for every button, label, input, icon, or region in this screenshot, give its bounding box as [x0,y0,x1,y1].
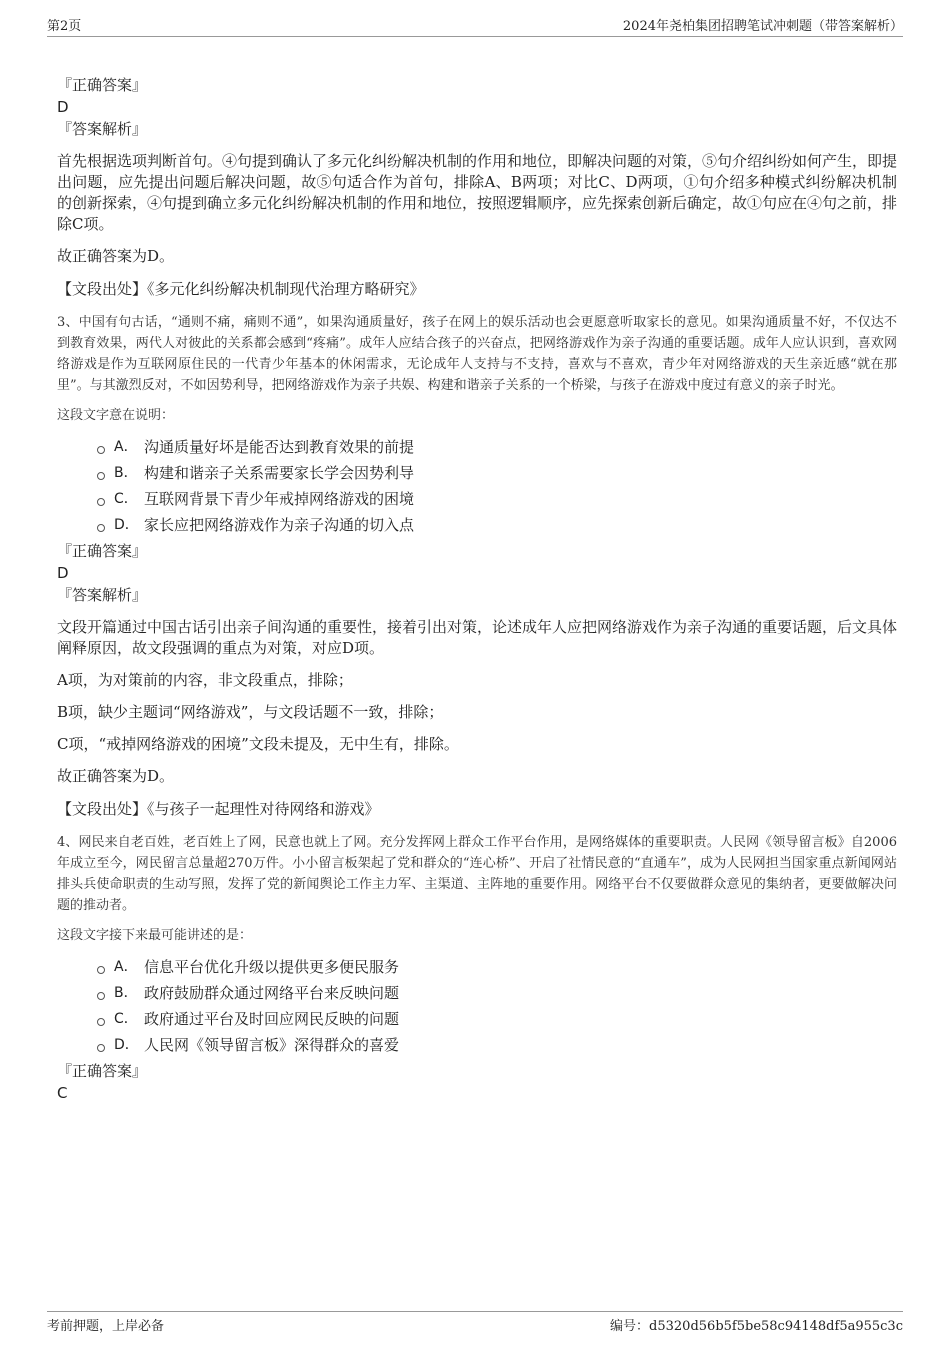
page-content [57,74,897,1104]
answer-tag: 『正确答案』 [57,1062,148,1080]
answer-tag: 『正确答案』 [57,542,148,560]
analysis-option-b: B项，缺少主题词“网络游戏”，与文段话题不一致，排除； [57,703,444,721]
question-3-options [57,434,897,538]
option-text: 政府鼓励群众通过网络平台来反映问题 [144,984,400,1002]
source-citation: 【文段出处】《与孩子一起理性对待网络和游戏》 [57,800,380,818]
option-text: 政府通过平台及时回应网民反映的问题 [144,1010,400,1028]
option-letter: A． [114,959,138,975]
answer-value: D [57,98,69,116]
option-c[interactable] [97,486,897,512]
radio-icon[interactable] [97,1018,105,1026]
option-letter: C． [114,491,138,507]
option-c[interactable] [97,1006,897,1032]
question-4-prompt: 这段文字接下来最可能讲述的是： [57,928,253,943]
analysis-conclusion: 故正确答案为D。 [57,247,175,265]
option-letter: B． [114,465,138,481]
option-b[interactable] [97,460,897,486]
page-number: 第2页 [47,19,82,34]
question-3-text: 3、中国有句古话，“通则不痛，痛则不通”，如果沟通质量好，孩子在网上的娱乐活动也会更愿意听取家长的意见。如果沟通质量不好，不仅达不到教育效果，两代人对彼此的关系都会感到“疼痛”。成年人应结合孩子的兴奋点，把网络游戏作为亲子沟通的重要话题。成年人应认识到，喜欢网络游戏是作为互联网原住民的一代青少年基本的休闲需求，无论成年人支持与不支持，喜欢与不喜欢，青少年对网络游戏的天生亲近感“就在那里”。与其激烈反对，不如因势利导，把网络游戏作为亲子共娱、构建和谐亲子关系的一个桥梁，与孩子在游戏中度过有意义的亲子时光。 [57,315,897,393]
analysis-option-c: C项，“戒掉网络游戏的困境”文段未提及，无中生有，排除。 [57,735,459,753]
option-b[interactable] [97,980,897,1006]
question-4-options [57,954,897,1058]
answer-value: C [57,1084,68,1102]
option-letter: C． [114,1011,138,1027]
radio-icon[interactable] [97,992,105,1000]
option-a[interactable] [97,954,897,980]
answer-value: D [57,564,69,582]
page-header [47,14,903,37]
footer-slogan: 考前押题，上岸必备 [47,1319,165,1334]
option-d[interactable] [97,512,897,538]
option-text: 家长应把网络游戏作为亲子沟通的切入点 [144,516,415,534]
radio-icon[interactable] [97,498,105,506]
radio-icon[interactable] [97,472,105,480]
document-title: 2024年尧柏集团招聘笔试冲刺题（带答案解析） [622,19,903,34]
option-letter: A． [114,439,138,455]
question-3-prompt: 这段文字意在说明： [57,408,175,423]
answer-tag: 『正确答案』 [57,76,148,94]
option-text: 沟通质量好坏是能否达到教育效果的前提 [144,438,415,456]
analysis-tag: 『答案解析』 [57,586,148,604]
radio-icon[interactable] [97,1044,105,1052]
analysis-paragraph: 文段开篇通过中国古话引出亲子间沟通的重要性，接着引出对策，论述成年人应把网络游戏作为亲子沟通的重要话题，后文具体阐释原因，故文段强调的重点为对策，对应D项。 [57,618,898,657]
analysis-conclusion: 故正确答案为D。 [57,767,175,785]
page-footer [47,1311,903,1334]
analysis-tag: 『答案解析』 [57,120,148,138]
option-d[interactable] [97,1032,897,1058]
option-letter: D． [114,517,139,533]
option-text: 信息平台优化升级以提供更多便民服务 [144,958,400,976]
analysis-option-a: A项，为对策前的内容，非文段重点，排除； [57,671,353,689]
option-letter: D． [114,1037,139,1053]
radio-icon[interactable] [97,524,105,532]
radio-icon[interactable] [97,446,105,454]
question-4-text: 4、网民来自老百姓，老百姓上了网，民意也就上了网。充分发挥网上群众工作平台作用，是网络媒体的重要职责。人民网《领导留言板》自2006年成立至今，网民留言总量超270万件。小小留言板架起了党和群众的“连心桥”、开启了社情民意的“直通车”，成为人民网担当国家重点新闻网站排头兵使命职责的生动写照，发挥了党的新闻舆论工作主力军、主渠道、主阵地的重要作用。网络平台不仅要做群众意见的集纳者，更要做解决问题的推动者。 [57,835,897,913]
radio-icon[interactable] [97,966,105,974]
option-text: 互联网背景下青少年戒掉网络游戏的困境 [144,490,415,508]
option-a[interactable] [97,434,897,460]
option-text: 构建和谐亲子关系需要家长学会因势利导 [144,464,415,482]
option-letter: B． [114,985,138,1001]
source-citation: 【文段出处】《多元化纠纷解决机制现代治理方略研究》 [57,280,425,298]
option-text: 人民网《领导留言板》深得群众的喜爱 [144,1036,400,1054]
document-id: 编号：d5320d56b5f5be58c94148df5a955c3c [610,1319,903,1334]
analysis-paragraph: 首先根据选项判断首句。④句提到确认了多元化纠纷解决机制的作用和地位，即解决问题的对策，⑤句介绍纠纷如何产生，即提出问题，应先提出问题后解决问题，故⑤句适合作为首句，排除A、B两项；对比C、D两项，①句介绍多种模式纠纷解决机制的创新探索，④句提到确立多元化纠纷解决机制的作用和地位，按照逻辑顺序，应先探索创新后确定，故①句应在④句之前，排除C项。 [57,152,898,233]
